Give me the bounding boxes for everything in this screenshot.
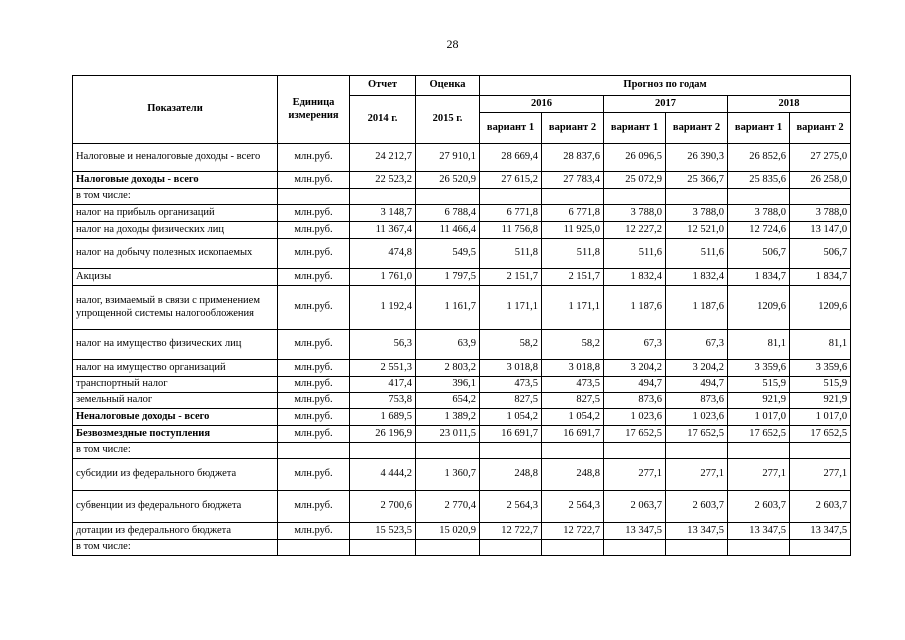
table-row [73,426,851,443]
row-value-cell: 12 722,7 [542,523,604,540]
row-value-cell: 11 756,8 [480,222,542,239]
row-indicator-name: налог на добычу полезных ископаемых [73,239,278,269]
table-row [73,172,851,189]
row-value-cell: 3 359,6 [790,360,851,377]
row-value-cell: 6 771,8 [542,205,604,222]
row-value-cell: 3 788,0 [604,205,666,222]
header-report: Отчет [350,76,416,96]
row-value-cell: 58,2 [480,330,542,360]
row-value-cell: 1 389,2 [416,409,480,426]
row-value-cell: 1 689,5 [350,409,416,426]
row-value-cell: 28 669,4 [480,144,542,172]
row-value-cell: 58,2 [542,330,604,360]
row-indicator-name: Акцизы [73,269,278,286]
row-value-cell [604,540,666,556]
row-value-cell: 3 788,0 [666,205,728,222]
row-indicator-name: Безвозмездные поступления [73,426,278,443]
row-indicator-name: Неналоговые доходы - всего [73,409,278,426]
row-value-cell: 417,4 [350,377,416,393]
row-value-cell: 654,2 [416,393,480,409]
row-value-cell: 2 700,6 [350,491,416,523]
table-row [73,269,851,286]
row-value-cell: 1 171,1 [480,286,542,330]
row-value-cell: 17 652,5 [728,426,790,443]
row-value-cell: 16 691,7 [542,426,604,443]
row-value-cell: 3 204,2 [604,360,666,377]
row-value-cell: 1 187,6 [666,286,728,330]
row-value-cell: 506,7 [790,239,851,269]
row-value-cell: 2 603,7 [666,491,728,523]
row-value-cell [604,443,666,459]
table-row [73,491,851,523]
row-value-cell [480,189,542,205]
row-value-cell: 1 761,0 [350,269,416,286]
row-value-cell: 81,1 [790,330,851,360]
row-value-cell [728,189,790,205]
header-variant-2: вариант 2 [666,113,728,144]
row-value-cell [790,189,851,205]
row-value-cell: 2 151,7 [542,269,604,286]
row-value-cell: 28 837,6 [542,144,604,172]
row-value-cell: 12 724,6 [728,222,790,239]
row-indicator-name: дотации из федерального бюджета [73,523,278,540]
row-value-cell: 12 227,2 [604,222,666,239]
row-value-cell: 2 063,7 [604,491,666,523]
row-value-cell: 27 275,0 [790,144,851,172]
table-row [73,205,851,222]
header-year-2017: 2017 [604,96,728,113]
row-value-cell: 494,7 [666,377,728,393]
row-value-cell: 11 367,4 [350,222,416,239]
row-value-cell: 27 615,2 [480,172,542,189]
row-value-cell: 1 797,5 [416,269,480,286]
row-value-cell [728,443,790,459]
row-value-cell: 277,1 [666,459,728,491]
table-row [73,409,851,426]
row-value-cell: 277,1 [728,459,790,491]
row-indicator-name: субсидии из федерального бюджета [73,459,278,491]
row-value-cell: 11 925,0 [542,222,604,239]
row-unit: млн.руб. [278,205,350,222]
row-value-cell: 3 018,8 [480,360,542,377]
table-row [73,144,851,172]
row-value-cell: 11 466,4 [416,222,480,239]
row-indicator-name: транспортный налог [73,377,278,393]
row-indicator-name: налог на прибыль организаций [73,205,278,222]
row-value-cell: 67,3 [666,330,728,360]
row-value-cell: 248,8 [542,459,604,491]
row-indicator-name: в том числе: [73,540,278,556]
row-unit [278,189,350,205]
row-indicator-name: в том числе: [73,189,278,205]
header-year-2016: 2016 [480,96,604,113]
row-value-cell: 12 521,0 [666,222,728,239]
row-value-cell: 63,9 [416,330,480,360]
header-year-estimate: 2015 г. [416,96,480,144]
row-indicator-name: налог на имущество организаций [73,360,278,377]
row-value-cell: 56,3 [350,330,416,360]
row-value-cell: 473,5 [480,377,542,393]
row-value-cell: 873,6 [604,393,666,409]
header-variant-1: вариант 1 [728,113,790,144]
page-number: 28 [446,37,459,51]
row-unit: млн.руб. [278,491,350,523]
row-value-cell: 511,6 [666,239,728,269]
row-value-cell: 22 523,2 [350,172,416,189]
row-indicator-name: субвенции из федерального бюджета [73,491,278,523]
row-value-cell [350,443,416,459]
row-value-cell [790,540,851,556]
row-value-cell [542,189,604,205]
row-value-cell: 3 788,0 [728,205,790,222]
row-value-cell: 1 054,2 [542,409,604,426]
table-row [73,523,851,540]
table-row [73,222,851,239]
row-value-cell: 1 017,0 [790,409,851,426]
row-unit: млн.руб. [278,409,350,426]
row-value-cell: 13 347,5 [604,523,666,540]
row-value-cell: 1 017,0 [728,409,790,426]
row-value-cell: 17 652,5 [666,426,728,443]
row-unit: млн.руб. [278,426,350,443]
table-header [73,76,851,144]
row-value-cell: 1 832,4 [604,269,666,286]
row-value-cell: 27 910,1 [416,144,480,172]
row-value-cell: 26 196,9 [350,426,416,443]
row-value-cell: 81,1 [728,330,790,360]
row-value-cell: 13 347,5 [728,523,790,540]
table-row [73,393,851,409]
row-value-cell: 23 011,5 [416,426,480,443]
row-unit: млн.руб. [278,459,350,491]
row-value-cell: 873,6 [666,393,728,409]
header-variant-1: вариант 1 [604,113,666,144]
row-value-cell: 12 722,7 [480,523,542,540]
row-value-cell: 1209,6 [790,286,851,330]
row-value-cell: 27 783,4 [542,172,604,189]
row-value-cell: 474,8 [350,239,416,269]
row-value-cell: 26 096,5 [604,144,666,172]
table-row [73,360,851,377]
row-value-cell: 13 347,5 [666,523,728,540]
row-value-cell [480,443,542,459]
row-unit: млн.руб. [278,222,350,239]
row-value-cell: 3 018,8 [542,360,604,377]
row-value-cell: 2 603,7 [790,491,851,523]
row-value-cell [350,189,416,205]
row-value-cell: 26 852,6 [728,144,790,172]
row-unit: млн.руб. [278,360,350,377]
row-value-cell [416,189,480,205]
row-value-cell: 277,1 [790,459,851,491]
row-value-cell: 506,7 [728,239,790,269]
row-value-cell: 1 023,6 [604,409,666,426]
header-year-report: 2014 г. [350,96,416,144]
row-value-cell: 248,8 [480,459,542,491]
row-value-cell: 1 192,4 [350,286,416,330]
row-value-cell [666,189,728,205]
row-value-cell: 3 788,0 [790,205,851,222]
budget-table [72,75,851,556]
row-indicator-name: налог на доходы физических лиц [73,222,278,239]
header-variant-2: вариант 2 [542,113,604,144]
row-value-cell: 24 212,7 [350,144,416,172]
row-value-cell: 17 652,5 [604,426,666,443]
row-unit [278,540,350,556]
row-value-cell: 1 171,1 [542,286,604,330]
row-unit: млн.руб. [278,393,350,409]
row-value-cell: 511,8 [480,239,542,269]
row-value-cell [542,443,604,459]
row-value-cell: 1 360,7 [416,459,480,491]
row-value-cell: 17 652,5 [790,426,851,443]
table-row [73,459,851,491]
row-value-cell: 827,5 [542,393,604,409]
row-value-cell: 2 551,3 [350,360,416,377]
row-value-cell: 25 366,7 [666,172,728,189]
row-value-cell: 494,7 [604,377,666,393]
row-value-cell: 13 347,5 [790,523,851,540]
header-year-2018: 2018 [728,96,851,113]
row-indicator-name: налог на имущество физических лиц [73,330,278,360]
header-variant-1: вариант 1 [480,113,542,144]
row-value-cell [350,540,416,556]
row-value-cell: 2 564,3 [542,491,604,523]
row-value-cell: 67,3 [604,330,666,360]
row-value-cell [666,443,728,459]
row-value-cell: 2 151,7 [480,269,542,286]
row-value-cell: 549,5 [416,239,480,269]
header-forecast: Прогноз по годам [480,76,851,96]
row-value-cell [666,540,728,556]
row-value-cell: 1 023,6 [666,409,728,426]
table-body [73,144,851,556]
row-value-cell: 2 603,7 [728,491,790,523]
table-row [73,189,851,205]
row-value-cell: 15 020,9 [416,523,480,540]
row-value-cell [604,189,666,205]
row-value-cell: 6 788,4 [416,205,480,222]
row-value-cell: 3 359,6 [728,360,790,377]
row-value-cell: 1 161,7 [416,286,480,330]
row-unit: млн.руб. [278,144,350,172]
table-row [73,330,851,360]
row-value-cell: 1 832,4 [666,269,728,286]
row-value-cell: 4 444,2 [350,459,416,491]
row-value-cell: 25 835,6 [728,172,790,189]
row-value-cell [790,443,851,459]
row-value-cell: 3 204,2 [666,360,728,377]
table-row [73,540,851,556]
row-value-cell [542,540,604,556]
row-value-cell: 13 147,0 [790,222,851,239]
row-value-cell: 396,1 [416,377,480,393]
row-indicator-name: земельный налог [73,393,278,409]
table-row [73,377,851,393]
header-estimate: Оценка [416,76,480,96]
row-value-cell: 2 564,3 [480,491,542,523]
row-unit: млн.руб. [278,239,350,269]
row-value-cell: 25 072,9 [604,172,666,189]
row-value-cell: 277,1 [604,459,666,491]
row-value-cell: 26 390,3 [666,144,728,172]
row-value-cell: 16 691,7 [480,426,542,443]
row-value-cell: 26 258,0 [790,172,851,189]
row-unit: млн.руб. [278,523,350,540]
row-value-cell: 515,9 [790,377,851,393]
row-indicator-name: налог, взимаемый в связи с применением упрощенной системы налогообложения [73,286,278,330]
header-indicators: Показатели [73,76,278,144]
row-value-cell: 1 054,2 [480,409,542,426]
row-unit: млн.руб. [278,172,350,189]
table-row [73,443,851,459]
header-variant-2: вариант 2 [790,113,851,144]
row-value-cell [416,540,480,556]
row-value-cell [480,540,542,556]
row-indicator-name: Налоговые и неналоговые доходы - всего [73,144,278,172]
row-value-cell [416,443,480,459]
row-value-cell: 827,5 [480,393,542,409]
row-value-cell: 515,9 [728,377,790,393]
header-unit: Единица измерения [278,76,350,144]
row-value-cell: 6 771,8 [480,205,542,222]
row-value-cell: 753,8 [350,393,416,409]
row-value-cell: 1209,6 [728,286,790,330]
row-unit: млн.руб. [278,286,350,330]
row-value-cell: 473,5 [542,377,604,393]
row-value-cell: 921,9 [790,393,851,409]
row-value-cell [728,540,790,556]
row-value-cell: 1 834,7 [728,269,790,286]
row-value-cell: 3 148,7 [350,205,416,222]
row-value-cell: 1 187,6 [604,286,666,330]
row-value-cell: 2 803,2 [416,360,480,377]
row-unit: млн.руб. [278,377,350,393]
row-indicator-name: Налоговые доходы - всего [73,172,278,189]
row-value-cell: 511,8 [542,239,604,269]
row-unit: млн.руб. [278,330,350,360]
row-value-cell: 15 523,5 [350,523,416,540]
row-value-cell: 1 834,7 [790,269,851,286]
row-value-cell: 511,6 [604,239,666,269]
row-unit: млн.руб. [278,269,350,286]
row-value-cell: 921,9 [728,393,790,409]
table-row [73,239,851,269]
row-value-cell: 26 520,9 [416,172,480,189]
row-unit [278,443,350,459]
table-row [73,286,851,330]
row-indicator-name: в том числе: [73,443,278,459]
row-value-cell: 2 770,4 [416,491,480,523]
